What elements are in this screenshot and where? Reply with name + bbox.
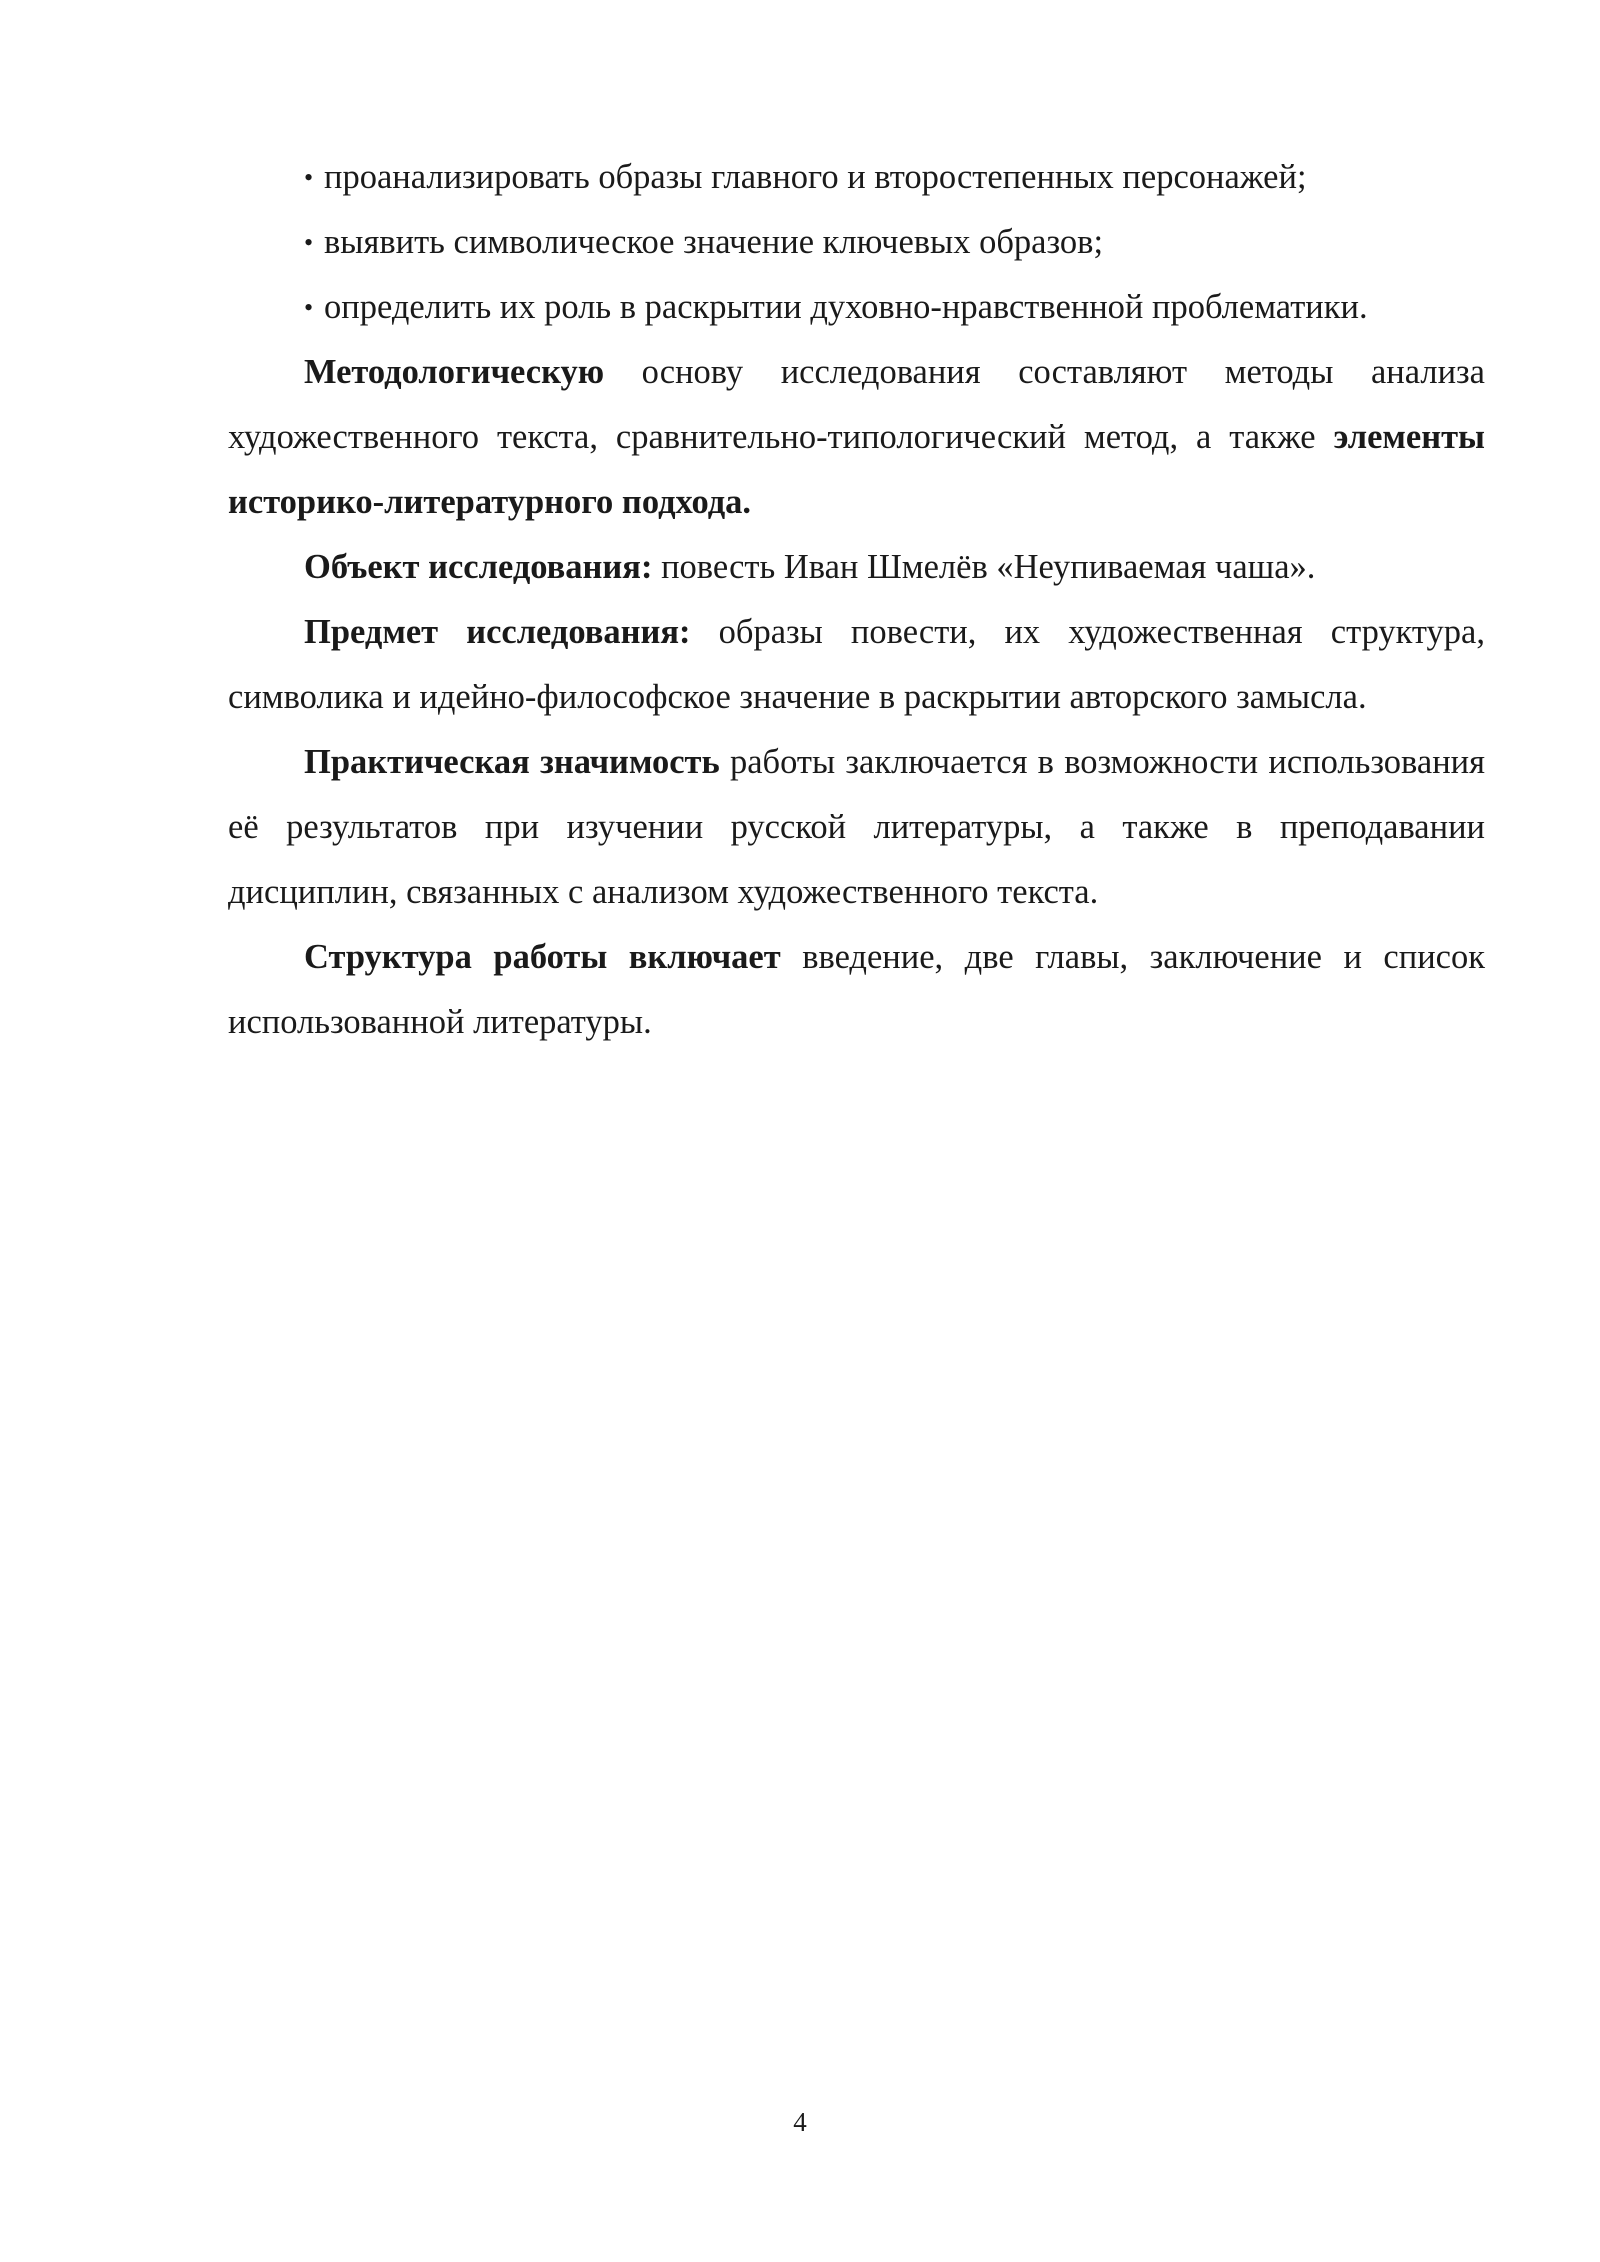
practical-text: работы заключается в возможности использования её результатов при изучении русской литературы, а также в преподавании дисциплин, связанных с анализом художественного текста. [228, 743, 1485, 911]
list-item [228, 145, 1485, 210]
practical-paragraph [228, 730, 1485, 925]
structure-term: Структура работы включает [304, 938, 781, 976]
bullet-marker: • [304, 228, 314, 257]
methodology-paragraph [228, 340, 1485, 535]
list-item-text: проанализировать образы главного и второстепенных персонажей; [324, 158, 1307, 196]
object-text: повесть Иван Шмелёв «Неупиваемая чаша». [652, 548, 1316, 586]
methodology-term: Методологическую [304, 353, 605, 391]
object-term: Объект исследования: [304, 548, 653, 586]
subject-paragraph [228, 600, 1485, 730]
subject-term: Предмет исследования: [304, 613, 691, 651]
page-content [228, 145, 1485, 1055]
list-item [228, 275, 1485, 340]
page-number: 4 [793, 2107, 807, 2137]
practical-term: Практическая значимость [304, 743, 720, 781]
bullet-marker: • [304, 293, 314, 322]
structure-text: введение, две главы, заключение и список использованной литературы. [228, 938, 1485, 1041]
list-item [228, 210, 1485, 275]
list-item-text: определить их роль в раскрытии духовно-нравственной проблематики. [324, 288, 1368, 326]
list-item-text: выявить символическое значение ключевых образов; [324, 223, 1104, 261]
structure-paragraph [228, 925, 1485, 1055]
subject-text: образы повести, их художественная структура, символика и идейно-философское значение в раскрытии авторского замысла. [228, 613, 1485, 716]
methodology-emphasis: элементы историко-литературного подхода. [228, 418, 1485, 521]
methodology-text: основу исследования составляют методы анализа художественного текста, сравнительно-типологический метод, а также [228, 353, 1485, 456]
object-paragraph [228, 535, 1485, 600]
bullet-marker: • [304, 163, 314, 192]
